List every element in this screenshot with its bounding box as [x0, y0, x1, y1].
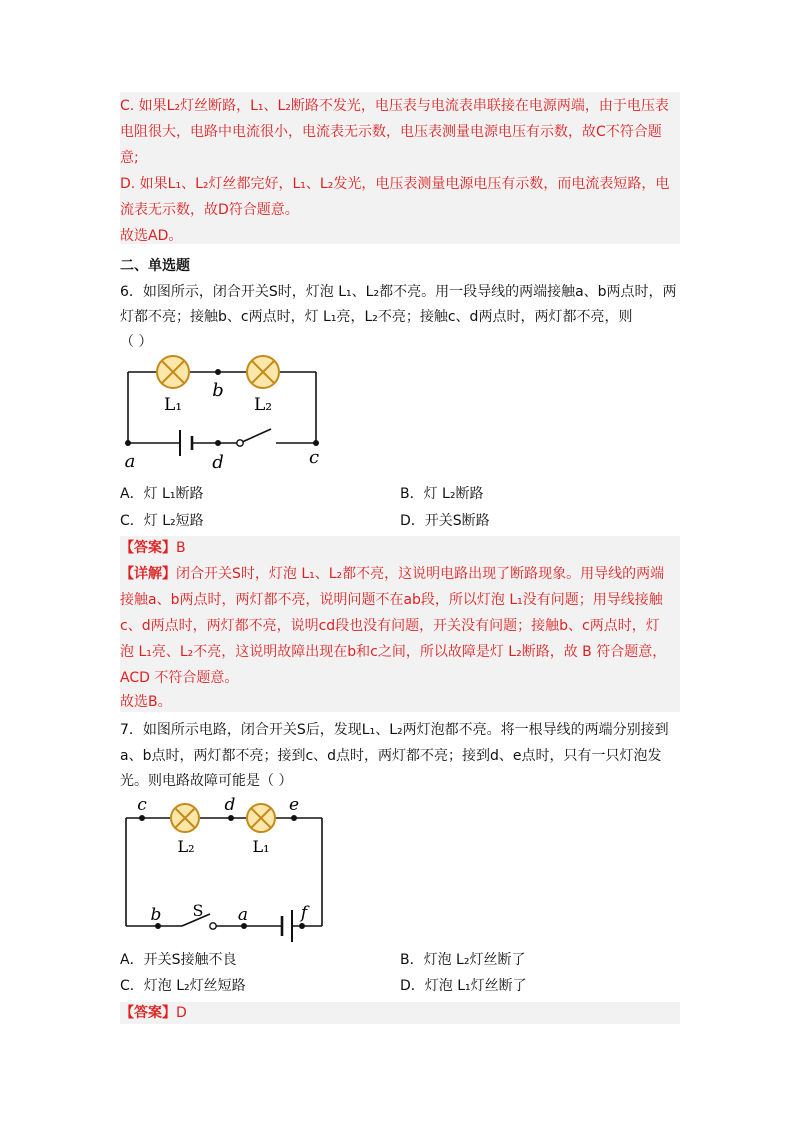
option-d[interactable]: D．灯泡 L₁灯丝断了	[400, 978, 527, 994]
option-a[interactable]: A．开关S接触不良	[120, 952, 237, 968]
detail-line: c、d两点时，两灯都不亮，说明cd段也没有问题，开关没有问题；接触b、c两点时，灯	[120, 618, 660, 634]
lamp-l1-label: L₁	[163, 395, 183, 415]
point-a-label: a	[237, 905, 249, 925]
point-d-label: d	[212, 452, 224, 473]
explanation-line: 流表无示数，故D符合题意。	[120, 202, 299, 218]
detail-label: 【详解】	[120, 566, 176, 582]
answer-label: 【答案】	[120, 1005, 176, 1021]
answer-line	[120, 1003, 680, 1023]
point-f-label: f	[300, 903, 308, 923]
point-b-label: b	[150, 905, 162, 925]
answer-value: D	[176, 1005, 187, 1021]
point-b-label: b	[212, 380, 224, 401]
point-c-label: c	[308, 447, 320, 468]
question-7-stem: 7．如图所示电路，闭合开关S后，发现L₁、L₂两灯泡都不亮。将一根导线的两端分别接到	[120, 722, 669, 738]
lamp-l1-icon	[157, 356, 189, 388]
lamp-l1-label: L₁	[252, 837, 270, 856]
lamp-l2-icon	[171, 804, 199, 832]
answer-label: 【答案】	[120, 540, 176, 556]
circuit-diagram-q6	[118, 350, 338, 475]
explanation-line: D. 如果L₁、L₂灯丝都完好，L₁、L₂发光，电压表测量电源电压有示数，而电流表短路，电	[120, 176, 670, 192]
lamp-l2-label: L₂	[253, 395, 273, 415]
option-c[interactable]: C．灯 L₂短路	[120, 513, 204, 529]
question-7-stem: a、b点时，两灯都不亮；接到c、d点时，两灯都不亮；接到d、e点时，只有一只灯泡发	[120, 748, 662, 764]
explanation-line: 故选AD。	[120, 228, 183, 244]
option-a[interactable]: A．灯 L₁断路	[120, 486, 204, 502]
detail-line: 接触a、b两点时，两灯都不亮，说明问题不在ab段，所以灯泡 L₁没有问题；用导线接触	[120, 592, 663, 608]
option-c[interactable]: C．灯泡 L₂灯丝短路	[120, 978, 246, 994]
detail-line: 泡 L₁亮、L₂不亮，这说明故障出现在b和c之间，所以故障是灯 L₂断路，故 B 符合题意，	[120, 644, 667, 660]
option-b[interactable]: B．灯 L₂断路	[400, 486, 484, 502]
point-c-label: c	[137, 795, 147, 815]
detail-line: 【详解】闭合开关S时，灯泡 L₁、L₂都不亮，这说明电路出现了断路现象。用导线的两端	[120, 566, 665, 582]
lamp-l1-icon	[247, 804, 275, 832]
explanation-line: C. 如果L₂灯丝断路，L₁、L₂断路不发光，电压表与电流表串联接在电源两端，由于电压表	[120, 98, 669, 114]
answer-value: B	[176, 540, 186, 556]
lamp-l2-icon	[247, 356, 279, 388]
switch-s-label: S	[192, 901, 204, 920]
lamp-l2-label: L₂	[177, 837, 195, 856]
question-6-stem: （ ）	[120, 334, 153, 350]
option-d[interactable]: D．开关S断路	[400, 513, 490, 529]
point-d-label: d	[224, 795, 236, 815]
point-e-label: e	[288, 795, 300, 815]
explanation-line: 电阻很大，电路中电流很小，电流表无示数，电压表测量电源电压有示数，故C不符合题	[120, 124, 662, 140]
question-6-stem: 灯都不亮；接触b、c两点时，灯 L₁亮，L₂不亮；接触c、d两点时，两灯都不亮，则	[120, 309, 633, 325]
point-a-label: a	[124, 451, 136, 472]
detail-line: ACD 不符合题意。	[120, 670, 239, 686]
section-title: 二、单选题	[120, 258, 190, 274]
detail-line: 故选B。	[120, 694, 172, 710]
question-6-stem: 6．如图所示，闭合开关S时，灯泡 L₁、L₂都不亮。用一段导线的两端接触a、b两点时，两	[120, 284, 677, 300]
circuit-diagram-q7	[118, 792, 338, 942]
question-7-stem: 光。则电路故障可能是（ ）	[120, 773, 293, 789]
option-b[interactable]: B．灯泡 L₂灯丝断了	[400, 952, 526, 968]
answer-line	[120, 538, 680, 558]
explanation-line: 意;	[120, 150, 139, 166]
